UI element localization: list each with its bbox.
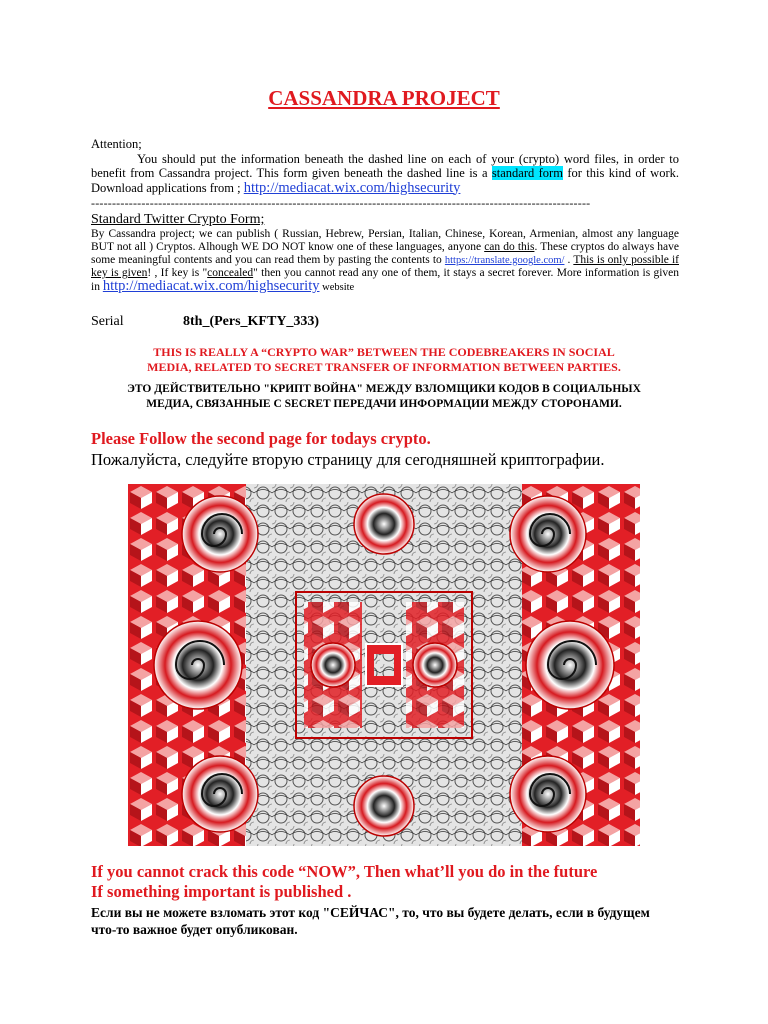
serial-label: Serial bbox=[91, 314, 124, 329]
dashed-divider: ----------------------------------------------------------------------------------------------------------------------- bbox=[91, 196, 591, 210]
page-title: CASSANDRA PROJECT bbox=[268, 86, 500, 110]
description-paragraph bbox=[91, 228, 679, 294]
serial-value: 8th_(Pers_KFTY_333) bbox=[183, 314, 320, 329]
bottom-warning-ru: Если вы не можете взломать этот код "СЕЙЧАС", то, что вы будете делать, если в будущем что-то важное будет опубликован. bbox=[91, 905, 650, 937]
highsecurity-link[interactable]: http://mediacat.wix.com/highsecurity bbox=[243, 179, 461, 196]
para-text-5: " then you cannot read any one of them, it stays a secret forever. More information is given in bbox=[91, 267, 679, 293]
standard-form-title: Standard Twitter Crypto Form; bbox=[91, 212, 265, 227]
translate-link[interactable]: https://translate.google.com/ bbox=[444, 255, 565, 266]
para-underline-3: concealed bbox=[207, 267, 254, 279]
intro-text-2: for this kind of work. Download applications from ; bbox=[91, 166, 679, 195]
para-text-1: By Cassandra project; we can publish ( Russian, Hebrew, Persian, Italian, Chinese, Korean, Armenian, almost any language BUT not all ) Cryptos. Alhough WE DO NOT know one of these languages, anyone bbox=[91, 228, 679, 253]
para-text-3: . bbox=[564, 254, 574, 266]
bottom-warning-en bbox=[91, 862, 691, 902]
crypto-war-notice-ru: ЭТО ДЕЙСТВИТЕЛЬНО "КРИПТ ВОЙНА" МЕЖДУ ВЗЛОМЩИКИ КОДОВ В СОЦИАЛЬНЫХ МЕДИА, СВЯЗАННЫЕ С SECRET ПЕРЕДАЧИ ИНФОРМАЦИИ МЕЖДУ СТОРОНАМИ. bbox=[127, 383, 641, 410]
bottom-warning-line1: If you cannot crack this code “NOW”, Then what’ll you do in the future bbox=[91, 862, 598, 881]
attention-label: Attention; bbox=[91, 137, 142, 151]
bottom-warning-line2: If something important is published . bbox=[91, 882, 352, 901]
para-text-2: . These cryptos do always have some meaningful contents and you can read them by pasting the contents to bbox=[91, 241, 679, 266]
intro-paragraph bbox=[91, 152, 679, 196]
crypto-war-notice: THIS IS REALLY A “CRYPTO WAR” BETWEEN THE CODEBREAKERS IN SOCIAL MEDIA, RELATED TO SECRET TRANSFER OF INFORMATION BETWEEN PARTIES. bbox=[147, 345, 621, 374]
intro-text-1: You should put the information beneath the dashed line on each of your (crypto) word files, in order to benefit from Cassandra project. This form given beneath the dashed line is a bbox=[91, 151, 679, 180]
intro-block bbox=[91, 137, 679, 195]
follow-second-page-en: Please Follow the second page for todays crypto. bbox=[91, 429, 431, 448]
para-text-6: website bbox=[319, 282, 355, 293]
para-underline-1: can do this bbox=[484, 241, 535, 253]
para-text-4: ! , If key is " bbox=[147, 267, 208, 279]
standard-form-highlight: standard form bbox=[491, 166, 563, 180]
follow-second-page-ru: Пожалуйста, следуйте вторую страницу для сегодняшней криптографии. bbox=[91, 450, 605, 469]
highsecurity-link-2[interactable]: http://mediacat.wix.com/highsecurity bbox=[102, 278, 320, 294]
para-underline-2: This is only possible if key is given bbox=[91, 254, 680, 279]
kaleidoscope-art bbox=[128, 484, 640, 846]
